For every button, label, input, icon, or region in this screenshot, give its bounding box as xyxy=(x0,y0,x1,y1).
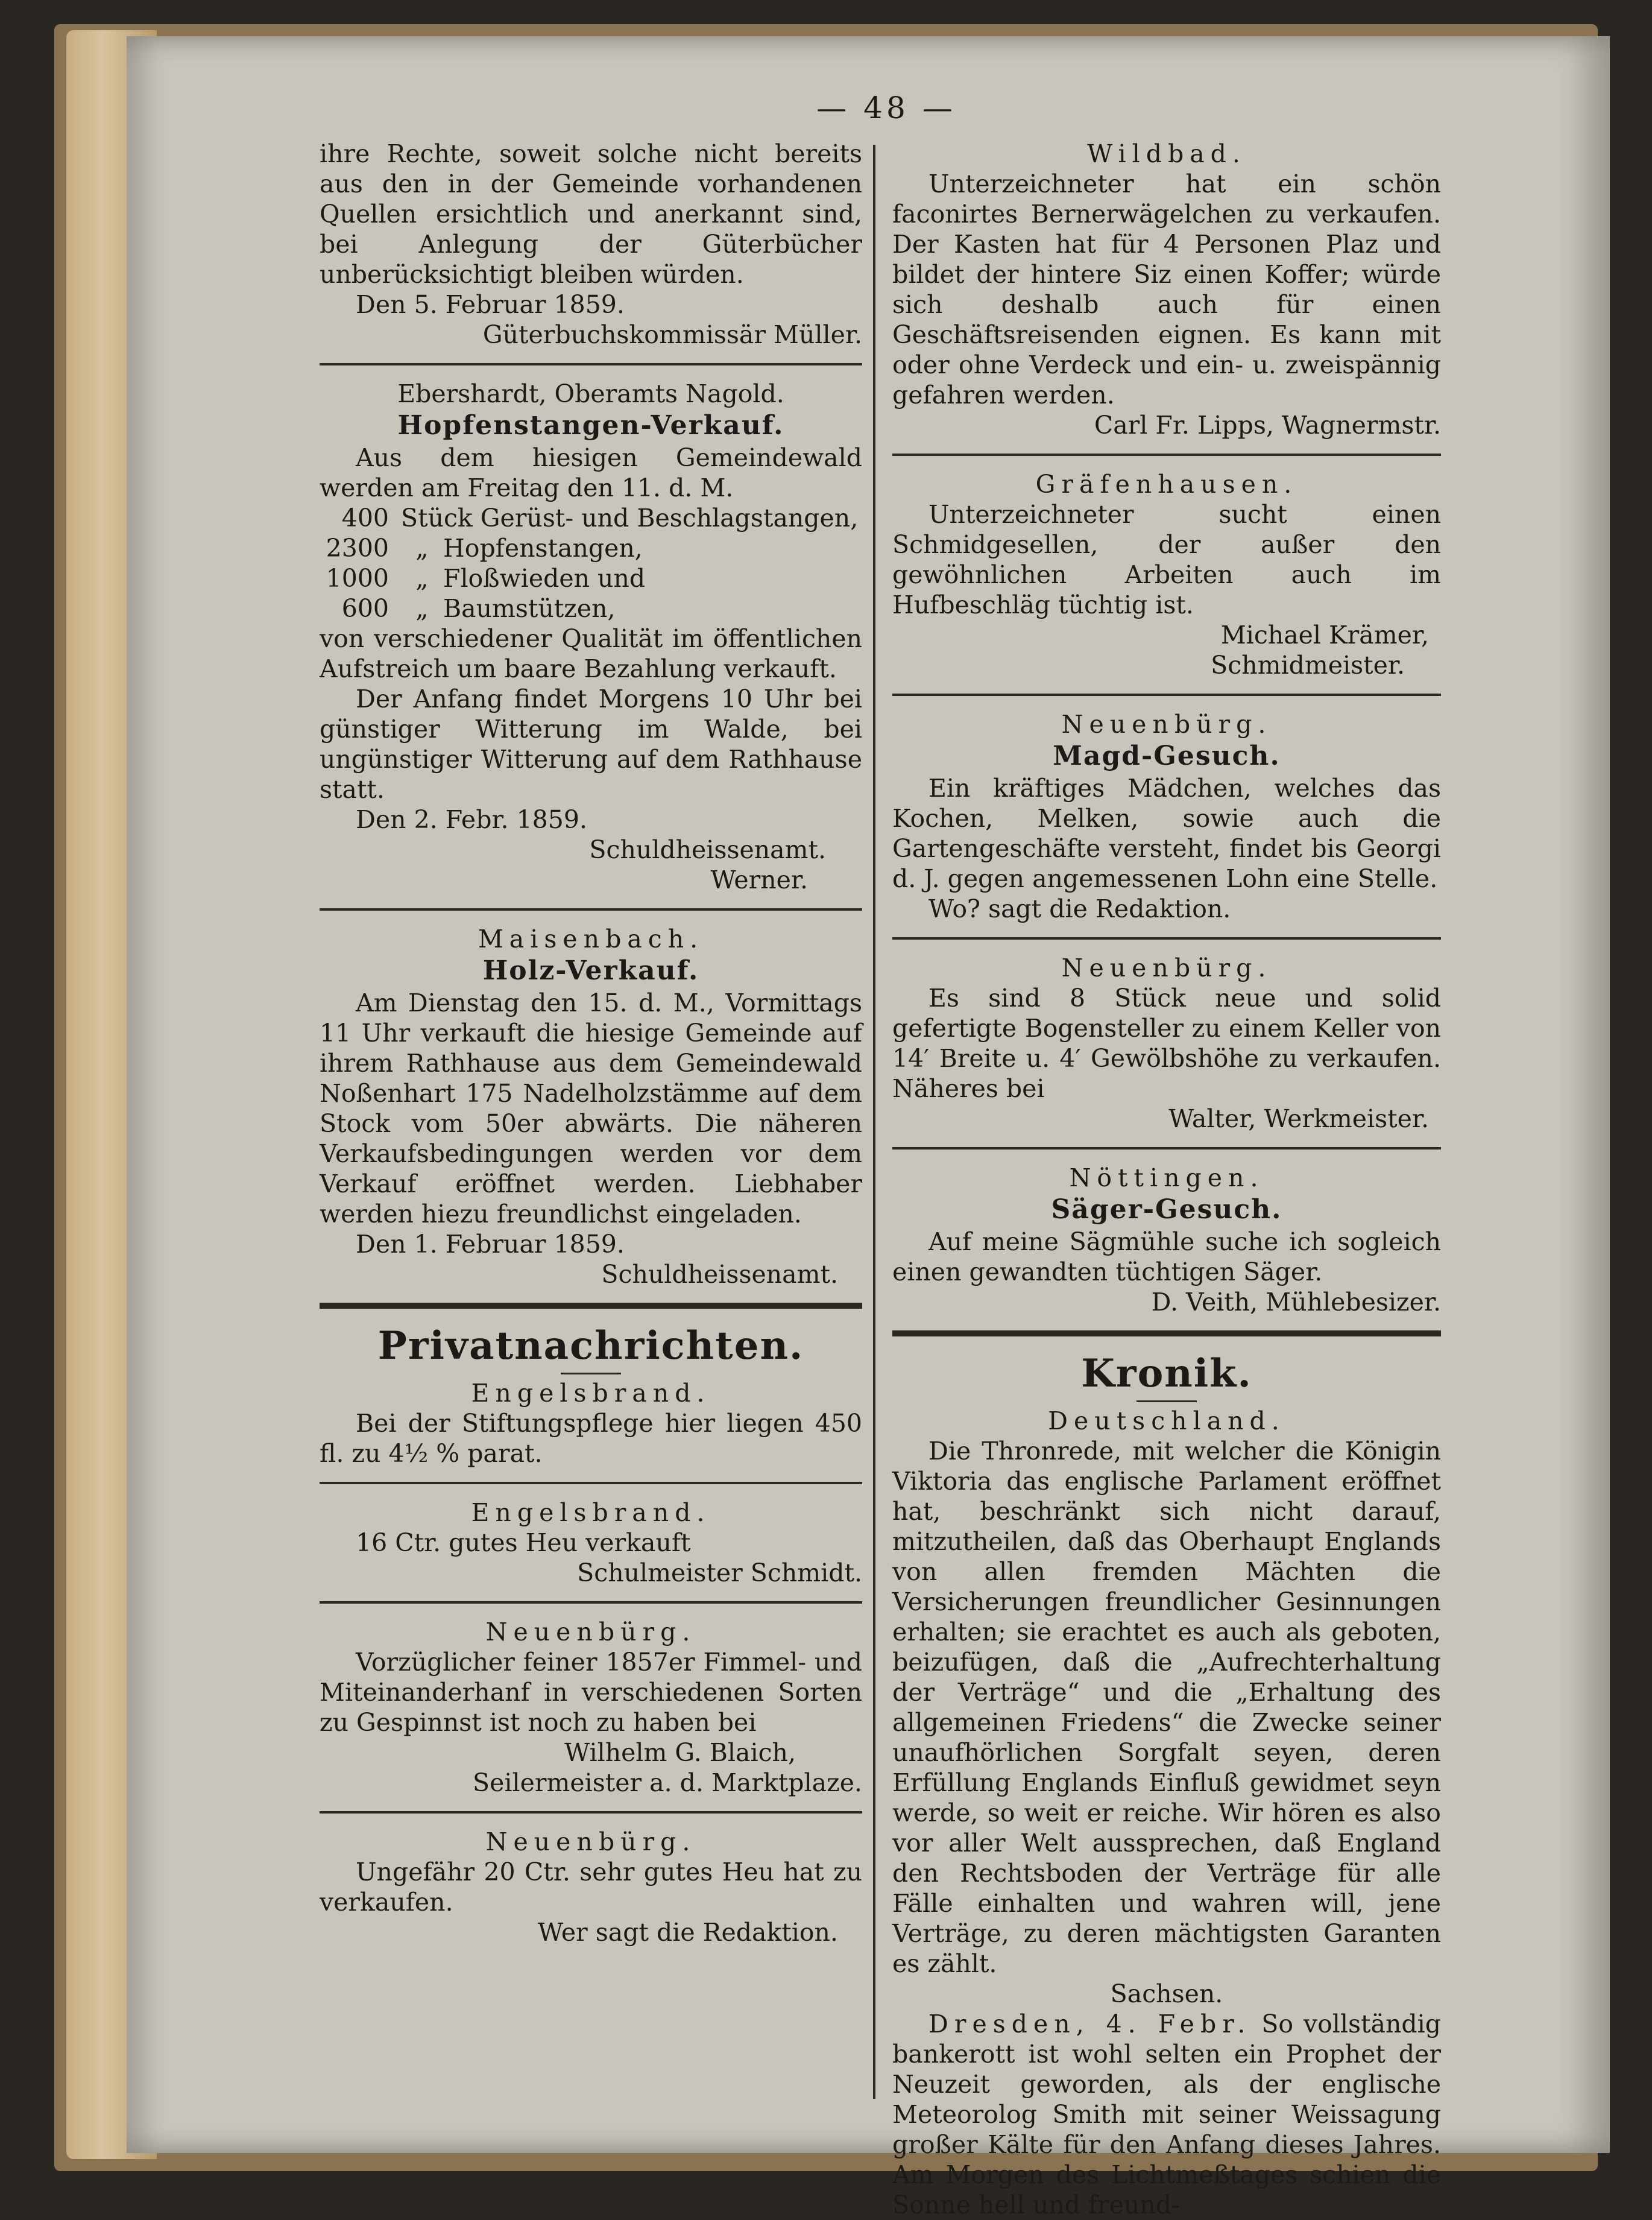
maisenbach-date: Den 1. Februar 1859. xyxy=(356,1230,625,1259)
neuenbuerg4-text: Es sind 8 Stück neue und solid gefertigte Bogensteller zu einem Keller von 14′ Breite u. 4′ Gewölbshöhe zu verkaufen. Näheres bei xyxy=(892,984,1441,1103)
engelsbrand2-sign: Schulmeister Schmidt. xyxy=(577,1558,862,1587)
separator xyxy=(320,363,862,365)
engelsbrand1-text: Bei der Stiftungspflege hier liegen 450 fl. zu 4½ % parat. xyxy=(320,1409,862,1468)
graefenhausen-place: Gräfenhausen. xyxy=(1035,470,1298,499)
noettingen-place: Nöttingen. xyxy=(1069,1163,1264,1192)
left-column xyxy=(320,139,862,1947)
neuenbuerg1-text: Vorzüglicher feiner 1857er Fimmel- und Miteinanderhanf in verschiedenen Sorten zu Gespinnst ist noch zu haben bei xyxy=(320,1648,862,1737)
deutschland-heading: Deutschland. xyxy=(1048,1406,1285,1435)
neuenbuerg4-place: Neuenbürg. xyxy=(1061,953,1272,982)
list-item: 400 Stück Gerüst- und Beschlagstangen, xyxy=(341,504,859,533)
ebershardt-text2: von verschiedener Qualität im öffentlichen Aufstreich um baare Bezahlung verkauft. xyxy=(320,624,862,683)
title-dash xyxy=(1137,1400,1197,1402)
maisenbach-text: Am Dienstag den 15. d. M., Vormittags 11 Uhr verkauft die hiesige Gemeinde auf ihrem Rathhause aus dem Gemeindewald Noßenhart 175 Nadelholzstämme auf dem Stock vom 50er abwärts. Die näheren Verkaufsbedingungen werden vor dem Verkauf eröffnet werden. Liebhaber werden hiezu freundlichst eingeladen. xyxy=(320,988,862,1229)
neuenbuerg3-text: Ein kräftiges Mädchen, welches das Kochen, Melken, sowie auch die Gartengeschäfte versteht, findet bis Georgi d. J. gegen angemessenen Lohn eine Stelle. xyxy=(892,774,1441,893)
intro-signature: Güterbuchskommissär Müller. xyxy=(482,320,862,349)
ebershardt-title: Hopfenstangen-Verkauf. xyxy=(397,410,784,441)
wildbad-text: Unterzeichneter hat ein schön faconirtes Bernerwägelchen zu verkaufen. Der Kasten hat für 4 Personen Plaz und bildet der hintere Siz einen Koffer; würde sich deshalb auch für einen Geschäftsreisenden eignen. Es kann mit oder ohne Verdeck und ein- u. zweispännig gefahren werden. xyxy=(892,169,1441,410)
ebershardt-sign1: Schuldheissenamt. xyxy=(589,835,826,864)
engelsbrand1-place: Engelsbrand. xyxy=(471,1379,711,1408)
ebershardt-sign2: Werner. xyxy=(710,865,808,894)
graefenhausen-sign2: Schmidmeister. xyxy=(1211,651,1405,680)
right-column xyxy=(892,139,1441,2220)
noettingen-title: Säger-Gesuch. xyxy=(1051,1194,1282,1225)
separator xyxy=(892,694,1441,696)
dresden-text xyxy=(892,2009,1441,2220)
maisenbach-place: Maisenbach. xyxy=(478,925,704,953)
page-number: — 48 — xyxy=(816,90,956,125)
neuenbuerg3-place: Neuenbürg. xyxy=(1061,710,1272,739)
wildbad-place: Wildbad. xyxy=(1087,139,1246,168)
title-dash xyxy=(561,1373,621,1374)
engelsbrand2-place: Engelsbrand. xyxy=(471,1498,711,1527)
separator xyxy=(320,1811,862,1814)
separator xyxy=(320,1482,862,1484)
neuenbuerg3-sign: Wo? sagt die Redaktion. xyxy=(928,894,1231,923)
engelsbrand2-text: 16 Ctr. gutes Heu verkauft xyxy=(356,1528,691,1557)
separator-thick xyxy=(320,1303,862,1309)
ebershardt-text1: Aus dem hiesigen Gemeindewald werden am Freitag den 11. d. M. xyxy=(320,443,862,502)
dresden-body: So vollständig bankerott ist wohl selten ein Prophet der Neuzeit geworden, als der englische Meteorolog Smith mit seiner Weissagung großer Kälte für den Anfang dieses Jahres. Am Morgen des Lichtmeßtages schien die Sonne hell und freund- xyxy=(892,2010,1441,2219)
neuenbuerg1-place: Neuenbürg. xyxy=(485,1618,696,1646)
neuenbuerg1-sign1: Wilhelm G. Blaich, xyxy=(564,1738,796,1767)
separator xyxy=(320,1601,862,1604)
separator-thick xyxy=(892,1330,1441,1336)
kronik-text: Die Thronrede, mit welcher die Königin Viktoria das englische Parlament eröffnet hat, beschränkt sich nicht darauf, mitzutheilen, daß das Oberhaupt Englands von allen fremden Mächten die Versicherungen freundlicher Gesinnungen erhalten; sie erachtet es auch als geboten, beizufügen, daß die „Aufrechterhaltung der Verträge“ und die „Erhaltung des allgemeinen Friedens“ die Zwecke seiner unaufhörlichen Sorgfalt seyen, deren Erfüllung Englands Einfluß gewidmet seyn werde, so weit er reiche. Wir hören es also vor aller Welt aussprechen, daß England den Rechtsboden der Verträge für alle Fälle einhalten und wahren will, jene Verträge, zu deren mächtigsten Garanten es zählt. xyxy=(892,1437,1441,1978)
separator xyxy=(892,454,1441,456)
ebershardt-text3: Der Anfang findet Morgens 10 Uhr bei günstiger Witterung im Walde, bei ungünstiger Witterung auf dem Rathhause statt. xyxy=(320,685,862,804)
neuenbuerg2-place: Neuenbürg. xyxy=(485,1827,696,1856)
separator xyxy=(892,1147,1441,1150)
neuenbuerg2-sign: Wer sagt die Redaktion. xyxy=(538,1918,838,1947)
graefenhausen-text: Unterzeichneter sucht einen Schmidgesellen, der außer den gewöhnlichen Arbeiten auch im Hufbeschläg tüchtig ist. xyxy=(892,500,1441,619)
neuenbuerg3-title: Magd-Gesuch. xyxy=(1053,741,1281,771)
noettingen-sign: D. Veith, Mühlebesizer. xyxy=(1151,1288,1441,1317)
sachsen-heading: Sachsen. xyxy=(1110,1979,1223,2008)
ebershardt-date: Den 2. Febr. 1859. xyxy=(356,805,587,834)
kronik-title: Kronik. xyxy=(1081,1351,1252,1396)
graefenhausen-sign1: Michael Krämer, xyxy=(1220,621,1429,650)
noettingen-text: Auf meine Sägmühle suche ich sogleich einen gewandten tüchtigen Säger. xyxy=(892,1227,1441,1286)
private-news-title: Privatnachrichten. xyxy=(377,1323,804,1368)
separator xyxy=(892,937,1441,940)
column-divider xyxy=(873,145,875,2099)
maisenbach-title: Holz-Verkauf. xyxy=(482,955,699,986)
list-item: 600 „ Baumstützen, xyxy=(341,594,616,623)
dresden-place: Dresden, 4. Febr. xyxy=(928,2010,1252,2038)
intro-date: Den 5. Februar 1859. xyxy=(356,290,625,319)
neuenbuerg4-sign: Walter, Werkmeister. xyxy=(1168,1104,1429,1133)
neuenbuerg1-sign2: Seilermeister a. d. Marktplaze. xyxy=(473,1768,862,1797)
list-item: 2300 „ Hopfenstangen, xyxy=(326,534,643,563)
list-item: 1000 „ Floßwieden und xyxy=(326,564,646,593)
intro-text: ihre Rechte, soweit solche nicht bereits aus den in der Gemeinde vorhandenen Quellen ersichtlich und anerkannt sind, bei Anlegung der Güterbücher unberücksichtigt bleiben würden. xyxy=(320,139,862,289)
separator xyxy=(320,908,862,911)
ebershardt-place: Ebershardt, Oberamts Nagold. xyxy=(397,379,784,408)
maisenbach-sign: Schuldheissenamt. xyxy=(601,1260,838,1289)
neuenbuerg2-text: Ungefähr 20 Ctr. sehr gutes Heu hat zu verkaufen. xyxy=(320,1858,862,1917)
wildbad-sign: Carl Fr. Lipps, Wagnermstr. xyxy=(1094,411,1441,440)
